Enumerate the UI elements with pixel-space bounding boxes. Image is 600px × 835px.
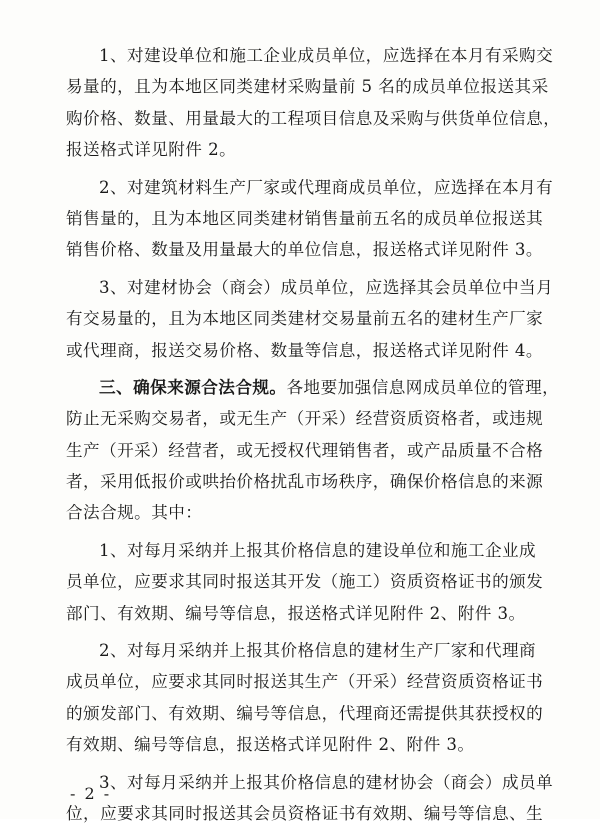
paragraph-line: 购价格、数量、用量最大的工程项目信息及采购与供货单位信息， bbox=[66, 108, 561, 128]
paragraph-line: 1、对建设单位和施工企业成员单位，应选择在本月有采购交 bbox=[99, 46, 554, 65]
paragraph-line: 位，应要求其同时报送其会员资格证书有效期、编号等信息、生 bbox=[66, 803, 544, 823]
paragraph-line: 有效期、编号等信息，报送格式详见附件 2、附件 3。 bbox=[66, 735, 475, 755]
paragraph-line: 有交易量的，且为本地区同类建材交易量前五名的建材生产厂家 bbox=[66, 309, 544, 329]
paragraph-line: 者，采用低报价或哄抬价格扰乱市场秩序，确保价格信息的来源 bbox=[66, 472, 544, 492]
paragraph-line: 3、对建材协会（商会）成员单位，应选择其会员单位中当月 bbox=[99, 277, 554, 297]
paragraph-line: 成员单位，应要求其同时报送其生产（开采）经营资质资格证书 bbox=[66, 672, 544, 692]
paragraph-line: 2、对建筑材料生产厂家或代理商成员单位，应选择在本月有 bbox=[99, 177, 554, 197]
paragraph-line: 销售量的，且为本地区同类建材销售量前五名的成员单位报送其 bbox=[66, 208, 544, 228]
paragraph-line: 易量的，且为本地区同类建材采购量前 5 名的成员单位报送其采 bbox=[66, 77, 549, 97]
paragraph-line: 1、对每月采纳并上报其价格信息的建设单位和施工企业成 bbox=[99, 540, 537, 560]
section-heading-line bbox=[66, 372, 566, 403]
paragraph-line: 部门、有效期、编号等信息，报送格式详见附件 2、附件 3。 bbox=[66, 603, 526, 623]
paragraph-item-1 bbox=[66, 40, 566, 166]
paragraph-line: 销售价格、数量及用量最大的单位信息，报送格式详见附件 3。 bbox=[66, 240, 543, 260]
paragraph-item-2 bbox=[66, 172, 566, 266]
paragraph-item-3 bbox=[66, 272, 566, 366]
paragraph-line: 2、对每月采纳并上报其价格信息的建材生产厂家和代理商 bbox=[99, 641, 537, 661]
paragraph-item-3-2 bbox=[66, 635, 566, 761]
paragraph-line: 的颁发部门、有效期、编号等信息，代理商还需提供其获授权的 bbox=[66, 703, 544, 723]
paragraph-line: 或代理商，报送交易价格、数量等信息，报送格式详见附件 4。 bbox=[66, 340, 543, 360]
paragraph-line: 防止无采购交易者，或无生产（开采）经营资质资格者，或违规 bbox=[66, 409, 544, 429]
paragraph-line: 3、对每月采纳并上报其价格信息的建材协会（商会）成员单 bbox=[99, 772, 554, 792]
document-body bbox=[66, 40, 566, 835]
paragraph-item-3-1 bbox=[66, 535, 566, 629]
section-heading-rest: 各地要加强信息网成员单位的管理， bbox=[286, 377, 560, 397]
paragraph-line: 报送格式详见附件 2。 bbox=[66, 140, 237, 160]
page-number: - 2 - bbox=[70, 784, 112, 803]
section-heading: 三、确保来源合法合规。 bbox=[99, 376, 287, 397]
paragraph-line: 生产（开采）经营者，或无授权代理销售者，或产品质量不合格 bbox=[66, 440, 544, 460]
paragraph-line: 合法合规。其中： bbox=[66, 503, 203, 523]
section-three bbox=[66, 372, 566, 529]
paragraph-line: 员单位，应要求其同时报送其开发（施工）资质资格证书的颁发 bbox=[66, 572, 544, 592]
paragraph-item-3-3 bbox=[66, 767, 566, 830]
